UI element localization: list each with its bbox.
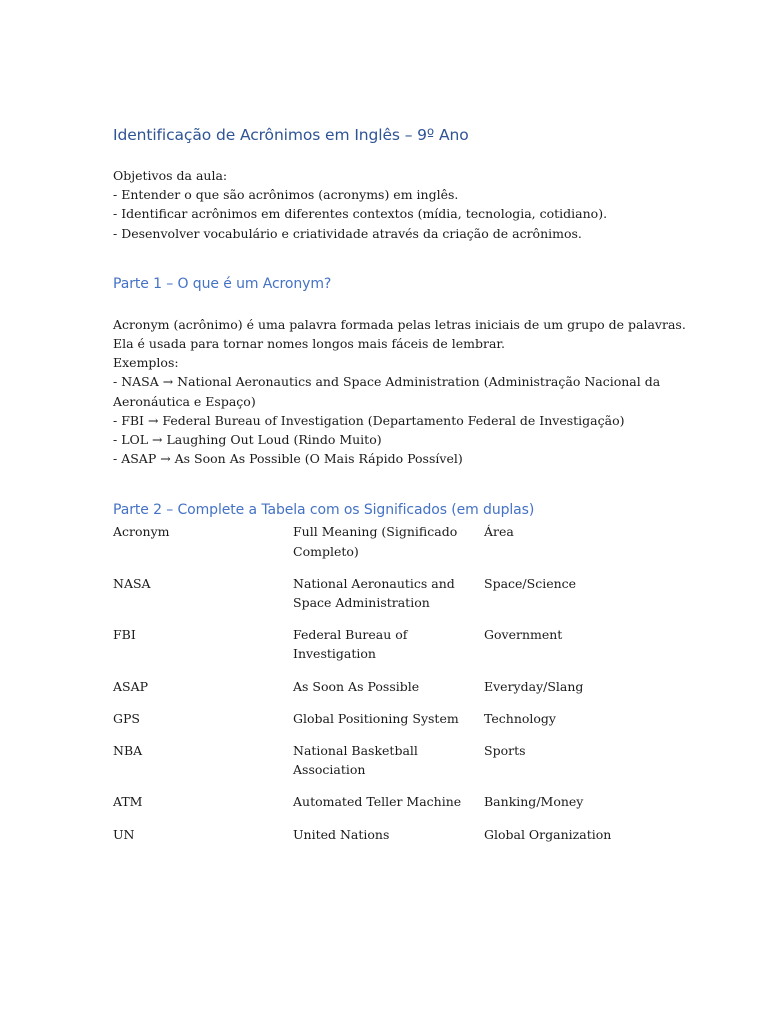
acronym-table — [113, 522, 624, 856]
table-cell-acronym: GPS — [113, 710, 140, 726]
part1-line: - LOL → Laughing Out Loud (Rindo Muito) — [113, 432, 382, 448]
document-content — [113, 124, 686, 857]
table-cell-area: Space/Science — [484, 575, 577, 591]
table-cell-acronym: ASAP — [113, 678, 149, 694]
table-cell-acronym: ATM — [113, 794, 143, 810]
table-cell-full-meaning: Automated Teller Machine — [293, 794, 462, 810]
table-cell-area: Everyday/Slang — [484, 678, 584, 694]
table-cell-full-meaning: United Nations — [293, 826, 390, 842]
objectives-line: - Identificar acrônimos em diferentes contextos (mídia, tecnologia, cotidiano). — [113, 206, 608, 222]
table-cell-area: Technology — [484, 710, 556, 726]
table-cell-area: Sports — [484, 743, 526, 759]
table-row — [113, 625, 624, 676]
part1-line: - NASA → National Aeronautics and Space Administration (Administração Nacional da — [113, 374, 661, 390]
objectives-line: - Desenvolver vocabulário e criatividade através da criação de acrônimos. — [113, 225, 582, 241]
part1-line: Exemplos: — [113, 355, 179, 371]
table-header-row — [113, 522, 624, 573]
objectives-line: - Entender o que são acrônimos (acronyms) em inglês. — [113, 187, 459, 203]
part1-line: - ASAP → As Soon As Possible (O Mais Rápido Possível) — [113, 451, 463, 467]
table-cell-full-meaning: Federal Bureau of Investigation — [293, 627, 408, 662]
table-cell-full-meaning: Global Positioning System — [293, 710, 459, 726]
table-cell-acronym: NASA — [113, 575, 151, 591]
table-row — [113, 709, 624, 741]
table-header-cell: Área — [484, 524, 514, 540]
objectives-line: Objetivos da aula: — [113, 168, 228, 183]
table-cell-full-meaning: National Basketball Association — [293, 743, 418, 778]
table-row — [113, 825, 624, 857]
table-cell-full-meaning: As Soon As Possible — [293, 678, 420, 694]
part1-line: Aeronáutica e Espaço) — [113, 393, 256, 409]
table-cell-area: Banking/Money — [484, 794, 584, 810]
part1-line: Acronym (acrônimo) é uma palavra formada pelas letras iniciais de um grupo de palavras. — [113, 316, 686, 332]
table-cell-area: Government — [484, 627, 563, 643]
table-cell-area: Global Organization — [484, 826, 612, 842]
table-cell-acronym: FBI — [113, 627, 136, 643]
document-title: Identificação de Acrônimos em Inglês – 9º Ano — [113, 126, 469, 144]
table-row — [113, 741, 624, 792]
part1-heading: Parte 1 – O que é um Acronym? — [113, 275, 332, 292]
table-cell-acronym: NBA — [113, 743, 143, 759]
part1-line: Ela é usada para tornar nomes longos mais fáceis de lembrar. — [113, 336, 505, 352]
part2-heading: Parte 2 – Complete a Tabela com os Significados (em duplas) — [113, 502, 535, 519]
objectives-paragraph — [113, 166, 673, 243]
table-cell-full-meaning: National Aeronautics and Space Administration — [293, 575, 455, 611]
part1-line: - FBI → Federal Bureau of Investigation (Departamento Federal de Investigação) — [113, 412, 625, 428]
table-cell-acronym: UN — [113, 826, 135, 842]
table-row — [113, 792, 624, 824]
table-row — [113, 574, 624, 625]
part1-body — [113, 315, 686, 469]
table-header-cell: Full Meaning (Significado Completo) — [293, 524, 458, 559]
table-header-cell: Acronym — [113, 524, 170, 540]
table-row — [113, 677, 624, 709]
